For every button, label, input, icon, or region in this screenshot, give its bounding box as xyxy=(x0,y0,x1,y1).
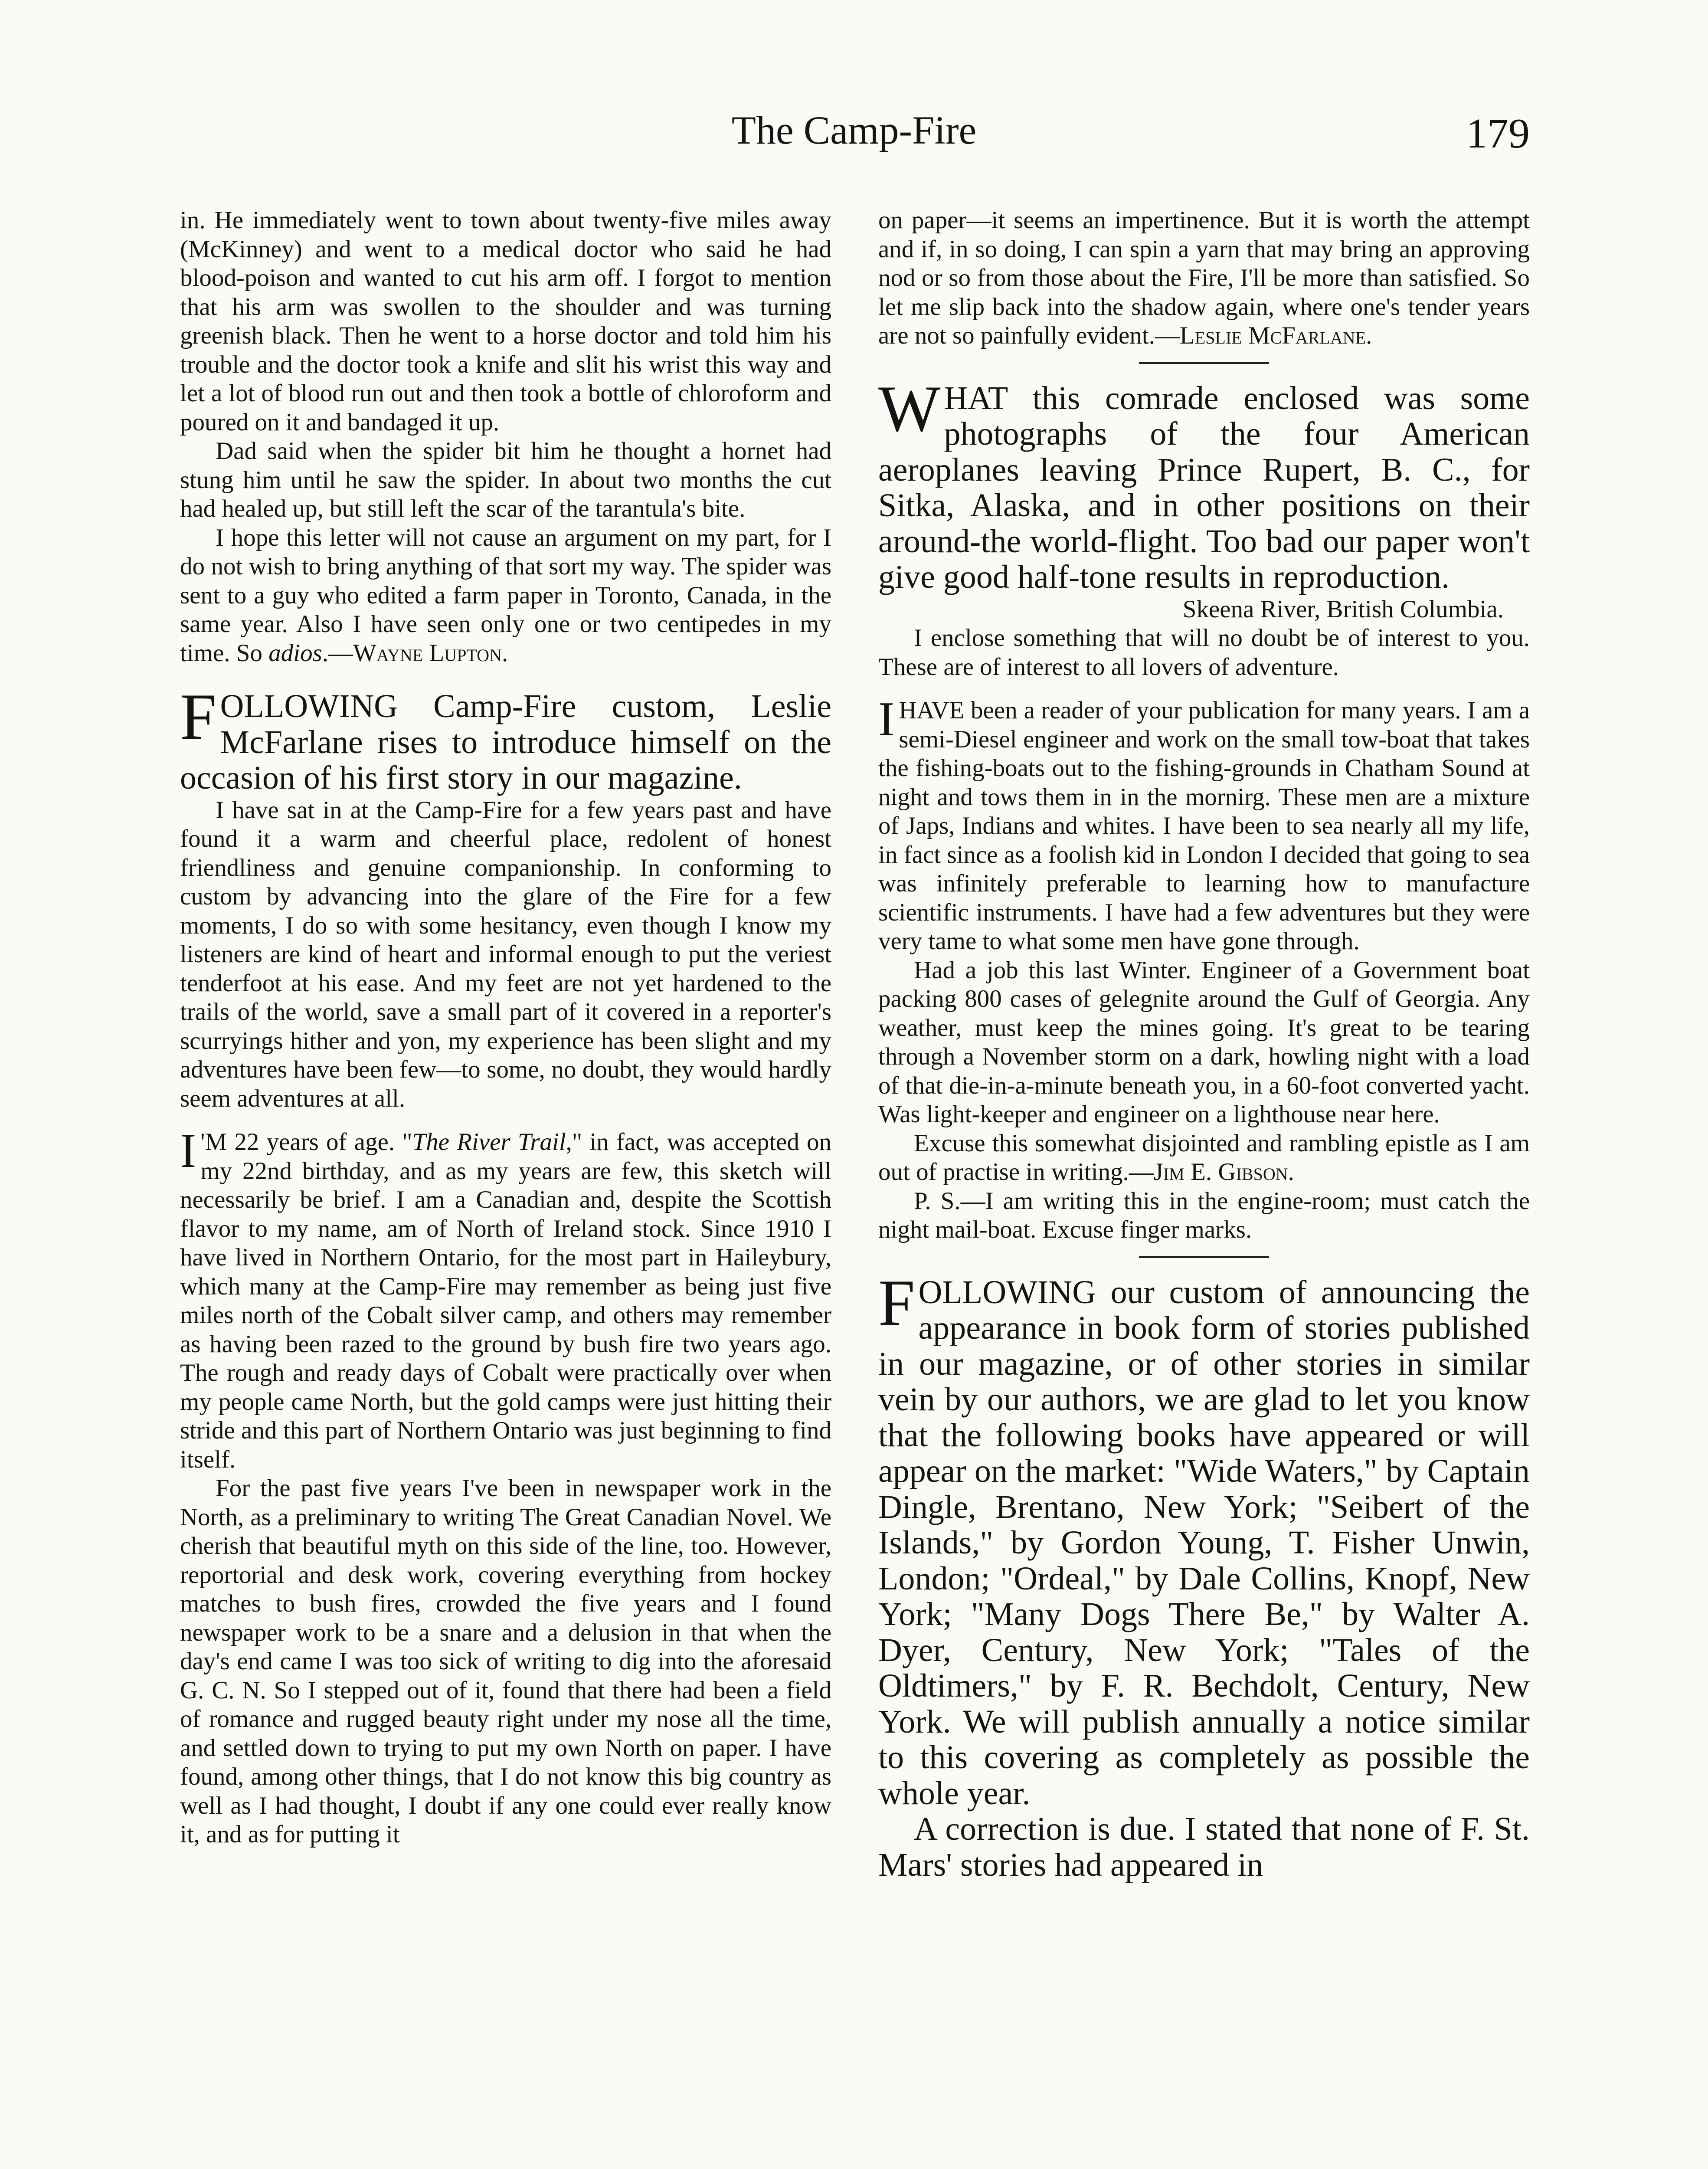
section-start xyxy=(878,692,1530,956)
section-start xyxy=(180,1124,832,1474)
drop-cap: F xyxy=(878,1266,915,1339)
italic-word: adios xyxy=(268,639,322,667)
story-title: The River Trail xyxy=(412,1128,566,1156)
paragraph: I enclose something that will no doubt be of interest to you. These are of interest to all lovers of adventure. xyxy=(878,624,1530,681)
text-span: .— xyxy=(322,639,353,667)
paragraph: For the past five years I've been in newspaper work in the North, as a preliminary to writing The Great Canadian Novel. We cherish that beautiful myth on this side of the line, too. However, reportorial and desk work, covering everything from hockey matches to bush fires, crowded the five years and I found newspaper work to be a snare and a delusion in that when the day's end came I was too sick of writing to dig into the aforesaid G. C. N. So I stepped out of it, found that there had been a field of romance and rugged beauty right under my nose all the time, and settled down to trying to put my own North on paper. I have found, among other things, that I do not know this big country as well as I had thought, I doubt if any one could ever really know it, and as for putting it xyxy=(180,1474,831,1848)
signature: Leslie McFarlane. xyxy=(1179,322,1372,349)
right-column xyxy=(878,206,1530,1883)
intro-text: OLLOWING our custom of announcing the appearance in book form of stories published in our magazine, or of other stories in similar vein by our authors, we are glad to let you know that the following books have appeared or will appear on the market: "Wide Waters," by Captain Dingle, Brentano, New York; "Seibert of the Islands," by Gordon Young, T. Fisher Unwin, London; "Ordeal," by Dale Collins, Knopf, New York; "Many Dogs There Be," by Walter A. Dyer, Century, New York; "Tales of the Oldtimers," by F. R. Bechdolt, Century, New York. We will publish annually a notice similar to this covering as completely as possible the whole year. xyxy=(878,1274,1530,1812)
drop-cap: W xyxy=(878,372,941,445)
section-divider xyxy=(1139,362,1269,364)
section-intro xyxy=(878,1266,1530,1812)
signature: Jim E. Gibson. xyxy=(1153,1158,1294,1186)
left-column xyxy=(180,206,831,1849)
paragraph xyxy=(180,524,831,668)
section-intro xyxy=(180,680,831,796)
dateline: Skeena River, British Columbia. xyxy=(1182,595,1504,623)
text-span: 'M 22 years of age. " xyxy=(200,1128,412,1156)
paragraph xyxy=(878,1129,1530,1187)
paragraph: A correction is due. I stated that none of F. St. Mars' stories had appeared in xyxy=(878,1811,1530,1883)
section-intro xyxy=(878,372,1530,595)
running-head-title: The Camp-Fire xyxy=(731,108,977,152)
drop-cap: I xyxy=(180,1124,196,1178)
section-divider xyxy=(1139,1256,1269,1258)
intro-text: OLLOWING Camp-Fire custom, Leslie McFarlane rises to introduce himself on the occasion of his first story in our magazine. xyxy=(180,688,831,796)
text-span: Excuse this somewhat disjointed and rambling epistle as I am out of practise in writing.— xyxy=(878,1129,1530,1186)
signature: Wayne Lupton. xyxy=(353,639,508,667)
paragraph: Had a job this last Winter. Engineer of a Government boat packing 800 cases of gelegnite around the Gulf of Georgia. Any weather, must keep the mines going. It's great to be tearing through a November storm on a dark, howling night with a load of that die-in-a-minute beneath you, in a 60-foot converted yacht. Was light-keeper and engineer on a lighthouse near here. xyxy=(878,956,1530,1128)
paragraph xyxy=(878,206,1530,351)
paragraph: Dad said when the spider bit him he thought a hornet had stung him until he saw the spider. In about two months the cut had healed up, but still left the scar of the tarantula's bite. xyxy=(180,437,831,522)
paragraph: I have sat in at the Camp-Fire for a few years past and have found it a warm and cheerful place, redolent of honest friendliness and genuine companionship. In conforming to custom by advancing into the glare of the Fire for a few moments, I do so with some hesitancy, even though I know my listeners are kind of heart and informal enough to put the veriest tenderfoot at his ease. And my feet are not yet hardened to the trails of the world, save a small part of it covered in a reporter's scurryings hither and yon, my experience has been slight and my adventures have been few—to some, no doubt, they would hardly seem adventures at all. xyxy=(180,796,831,1112)
text-span: on paper—it seems an impertinence. But it is worth the attempt and if, in so doing, I can spin a yarn that may bring an approving nod or so from those about the Fire, I'll be more than satisfied. So let me slip back into the shadow again, where one's tender years are not so painfully evident.— xyxy=(878,206,1530,349)
paragraph: P. S.—I am writing this in the engine-room; must catch the night mail-boat. Excuse finger marks. xyxy=(878,1187,1530,1243)
intro-text: HAT this comrade enclosed was some photographs of the four American aeroplanes leaving Prince Rupert, B. C., for Sitka, Alaska, and in other positions on their around-the world-flight. Too bad our paper won't give good half-tone results in reproduction. xyxy=(878,380,1530,595)
paragraph: in. He immediately went to town about twenty-five miles away (McKinney) and went to a medical doctor who said he had blood-poison and wanted to cut his arm off. I forgot to mention that his arm was swollen to the shoulder and was turning greenish black. Then he went to a horse doctor and told him his trouble and the doctor took a knife and slit his wrist this way and let a lot of blood run out and then took a bottle of chloroform and poured on it and bandaged it up. xyxy=(180,206,831,436)
text-span: HAVE been a reader of your publication for many years. I am a semi-Diesel engineer and work on the small tow-boat that takes the fishing-boats out to the fishing-grounds in Chatham Sound at night and tows them in in the mornirg. These men are a mixture of Japs, Indians and whites. I have been to sea nearly all my life, in fact since as a foolish kid in London I decided that going to sea was infinitely preferable to learning how to manufacture scientific instruments. I have had a few adventures but they were very tame to what some men have gone through. xyxy=(878,697,1530,955)
text-span: ," in fact, was accepted on my 22nd birthday, and as my years are few, this sketch will necessarily be brief. I am a Canadian and, despite the Scottish flavor to my name, am of North of Ireland stock. Since 1910 I have lived in Northern Ontario, for the most part in Haileybury, which many at the Camp-Fire may remember as being just five miles north of the Cobalt silver camp, and others may remember as having been razed to the ground by bush fire two years ago. The rough and ready days of Cobalt were practically over when my people came North, but the gold camps were just hitting their stride and this part of Northern Ontario was just beginning to find itself. xyxy=(180,1128,832,1473)
drop-cap: F xyxy=(180,680,217,753)
text-span: I hope this letter will not cause an argument on my part, for I do not wish to bring anything of that sort my way. The spider was sent to a guy who edited a farm paper in Toronto, Canada, in the same year. Also I have seen only one or two centipedes in my time. So xyxy=(180,524,831,667)
drop-cap: I xyxy=(878,692,895,746)
page-number: 179 xyxy=(1466,110,1530,157)
